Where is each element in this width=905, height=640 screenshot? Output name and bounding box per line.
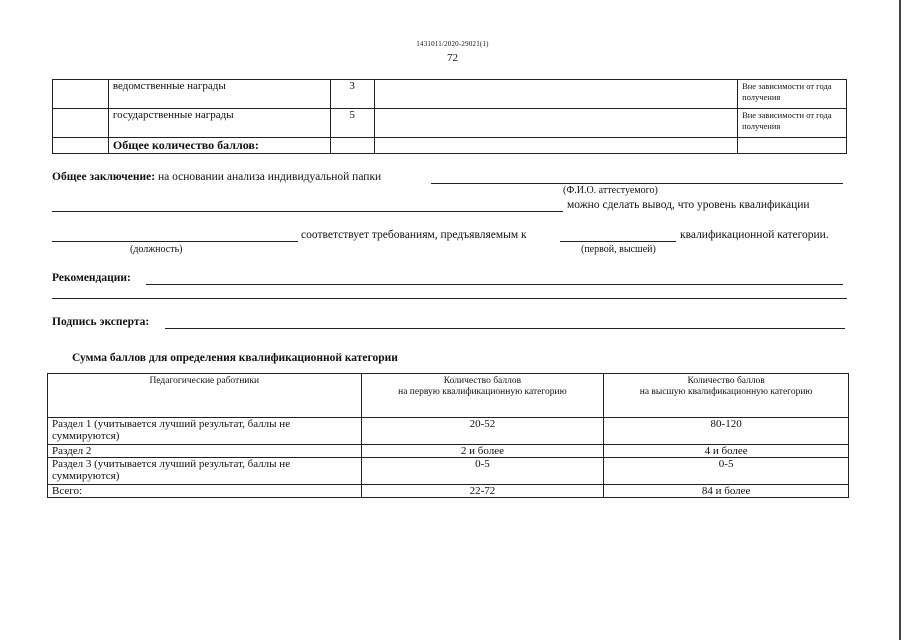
cell-blank	[374, 109, 737, 138]
row-first: 0-5	[361, 458, 604, 485]
cell-blank	[374, 138, 737, 154]
table-row	[48, 418, 849, 445]
award-name: государственные награды	[108, 109, 330, 138]
document-id: 1431011/2020-29021(1)	[416, 40, 489, 48]
cell-blank	[53, 80, 109, 109]
row-highest: 84 и более	[604, 485, 849, 498]
fio-continuation-field[interactable]	[52, 211, 563, 212]
cell-blank	[374, 80, 737, 109]
cell-blank	[738, 138, 847, 154]
total-label: Общее количество баллов:	[108, 138, 330, 154]
header-workers: Педагогические работники	[48, 374, 362, 418]
category-caption: (первой, высшей)	[581, 244, 656, 255]
header-first-category: Количество баллов на первую квалификационную категорию	[361, 374, 604, 418]
recommendations-label: Рекомендации:	[52, 272, 131, 284]
row-label: Всего:	[48, 485, 362, 498]
position-caption: (должность)	[130, 244, 183, 255]
cell-blank	[330, 138, 374, 154]
category-field[interactable]	[560, 241, 676, 242]
table-row	[53, 80, 847, 109]
row-first: 22-72	[361, 485, 604, 498]
conclusion-text-3: соответствует требованиям, предъявляемым к	[301, 229, 527, 241]
row-label: Раздел 3 (учитывается лучший результат, баллы не суммируются)	[48, 458, 362, 485]
row-first: 2 и более	[361, 445, 604, 458]
table-header-row	[48, 374, 849, 418]
conclusion-line-1	[52, 171, 381, 183]
table-row-total	[53, 138, 847, 154]
award-points: 3	[330, 80, 374, 109]
recommendations-field[interactable]	[146, 284, 843, 285]
row-label: Раздел 2	[48, 445, 362, 458]
row-label: Раздел 1 (учитывается лучший результат, баллы не суммируются)	[48, 418, 362, 445]
conclusion-text-4: квалификационной категории.	[680, 229, 829, 241]
cell-blank	[53, 138, 109, 154]
row-first: 20-52	[361, 418, 604, 445]
conclusion-text-2: можно сделать вывод, что уровень квалификации	[567, 199, 810, 211]
signature-field[interactable]	[165, 328, 845, 329]
row-highest: 4 и более	[604, 445, 849, 458]
page-number: 72	[447, 52, 458, 64]
row-highest: 0-5	[604, 458, 849, 485]
award-points: 5	[330, 109, 374, 138]
position-field[interactable]	[52, 241, 298, 242]
fio-caption: (Ф.И.О. аттестуемого)	[563, 185, 658, 196]
awards-table	[52, 79, 847, 154]
row-highest: 80-120	[604, 418, 849, 445]
scan-edge	[899, 0, 901, 640]
summary-table	[47, 373, 849, 498]
recommendations-field-2[interactable]	[52, 298, 847, 299]
summary-title: Сумма баллов для определения квалификационной категории	[72, 352, 398, 364]
header-highest-category: Количество баллов на высшую квалификационную категорию	[604, 374, 849, 418]
fio-field[interactable]	[431, 183, 843, 184]
table-row	[48, 445, 849, 458]
conclusion-text-1: на основании анализа индивидуальной папки	[157, 171, 382, 183]
table-row	[48, 458, 849, 485]
table-row	[53, 109, 847, 138]
award-name: ведомственные награды	[108, 80, 330, 109]
conclusion-label: Общее заключение:	[52, 171, 156, 183]
signature-label: Подпись эксперта:	[52, 316, 150, 328]
award-note: Вне зависимости от года получения	[738, 80, 847, 109]
award-note: Вне зависимости от года получения	[738, 109, 847, 138]
table-row-total	[48, 485, 849, 498]
cell-blank	[53, 109, 109, 138]
